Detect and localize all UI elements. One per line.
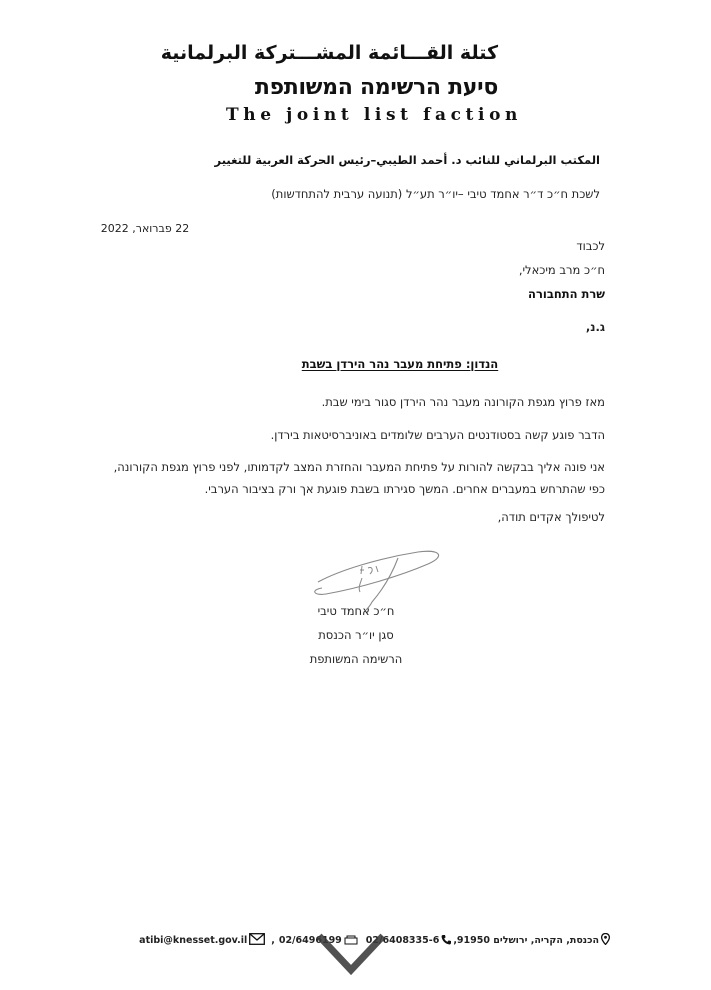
footer-email [139, 932, 267, 950]
closing-line: לטיפולך אקדים תודה, [497, 510, 605, 524]
signer-role: סגן יו״ר הכנסת [318, 628, 394, 642]
envelope-icon [249, 932, 265, 950]
footer-email-address[interactable]: atibi@knesset.gov.il [139, 935, 248, 946]
phone-icon [441, 932, 451, 950]
recipient-block [345, 234, 605, 306]
subject-line [200, 354, 600, 374]
body-paragraph: אני פונה אליך בבקשה להורות על פתיחת המעבר והחזרת המצב לקדמותו, לפני פרוץ מגפת הקורונה, כפי שהתרחש במעברים אחרים. המשך סגירתו בשבת פוגעת אך ורק בציבור הערבי. [113, 460, 605, 496]
signoff-block [286, 599, 426, 671]
map-pin-icon [601, 932, 610, 950]
recipient-title: שרת התחבורה [528, 287, 605, 301]
footer-phone-number: 02/6408335-6 [365, 935, 440, 946]
body-paragraph: מאז פרוץ מגפת הקורונה מעבר נהר הירדן סגור בימי שבת. [321, 395, 605, 409]
signer-faction: הרשימה המשותפת [309, 652, 403, 666]
footer-address [453, 932, 612, 950]
subject-text: הנדון: פתיחת מעבר נהר הירדן בשבת [301, 357, 499, 371]
chevron-down-icon[interactable] [313, 930, 389, 976]
body-paragraph: הדבר פוגע קשה בסטודנטים הערבים שלומדים באוניברסיטאות בירדן. [270, 428, 605, 442]
letterhead-hebrew-title: סיעת הרשימה המשותפת [254, 75, 498, 100]
greeting: ג.נ, [585, 320, 605, 334]
recipient-salutation: לכבוד [576, 239, 605, 253]
office-hebrew-line: לשכת ח״כ ד״ר אחמד טיבי –יו״ר תע״ל (תנועה ערבית להתחדשות) [271, 187, 600, 201]
signer-name: ח״כ אחמד טיבי [317, 604, 395, 618]
footer-fax-number: 02/6496199 [278, 935, 342, 946]
office-arabic-line: المكتب البرلماني للنائب د. أحمد الطيبي–رئيس الحركة العربية للتغيير [214, 153, 600, 167]
letterhead-arabic-title: كتلة القـــائمة المشـــتركة البرلمانية [160, 42, 498, 64]
footer-address-text: הכנסת, הקריה, ירושלים 91950, [453, 935, 599, 946]
footer-separator: , [271, 935, 275, 946]
recipient-name: ח״כ מרב מיכאלי, [518, 263, 605, 277]
letter-date: 22 פברואר, 2022 [100, 222, 190, 235]
letterhead-english-title: The joint list faction [226, 105, 522, 125]
